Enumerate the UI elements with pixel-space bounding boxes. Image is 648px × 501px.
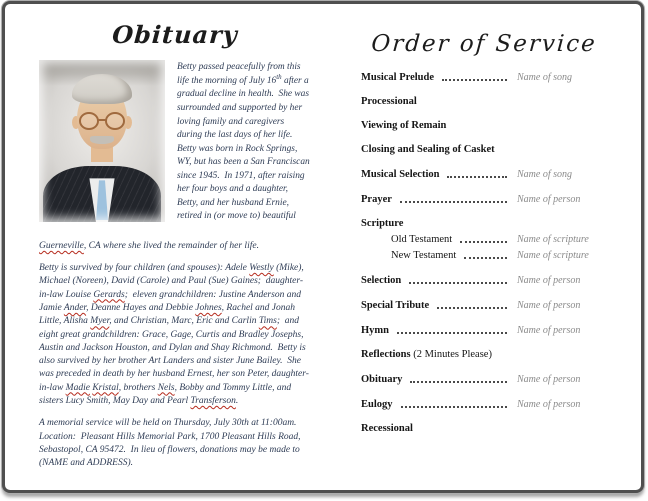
text-segment: Betty is survived by four children (and spouses): Adele <box>39 263 250 274</box>
dotted-leader <box>400 193 507 203</box>
dotted-leader <box>401 398 507 408</box>
order-item-row <box>361 423 607 434</box>
portrait-neck <box>91 144 113 162</box>
order-item-value: Name of song <box>517 72 572 84</box>
order-item-row <box>361 218 607 229</box>
obituary-intro-paragraph <box>177 60 311 223</box>
glasses-bridge <box>98 119 106 121</box>
text-segment: , Bobby and Tommy Little, and sisters Lucy Smith, May Day and Pearl <box>39 382 294 407</box>
order-item-note: (2 Minutes Please) <box>410 349 492 361</box>
order-item-row <box>361 193 607 205</box>
misspelled-word: Nels <box>157 382 175 393</box>
portrait-hair <box>72 74 132 104</box>
dotted-leader <box>464 249 507 259</box>
dotted-leader <box>460 233 507 243</box>
text-segment: , CA where she lived the remainder of her life. <box>83 240 259 251</box>
order-item-label: Special Tribute <box>361 300 430 312</box>
portrait-tie <box>96 180 108 220</box>
order-item-value: Name of person <box>517 374 581 386</box>
order-item-row <box>361 71 607 83</box>
portrait-suit <box>43 166 161 222</box>
order-item-label: Musical Prelude <box>361 72 435 84</box>
text-segment: , Deanne Hayes and Debbie <box>86 302 196 313</box>
order-item-row <box>361 274 607 286</box>
order-item-row <box>361 398 607 410</box>
text-segment: ; eleven grandchildren: Justine Anderson and Jamie <box>39 289 304 313</box>
portrait-face <box>77 85 127 149</box>
order-item-row <box>361 96 607 107</box>
obituary-service-info-paragraph <box>39 417 311 470</box>
text-segment: . <box>235 396 239 407</box>
obituary-page <box>5 4 329 490</box>
order-item-value: Name of person <box>517 300 581 312</box>
portrait-shirt <box>87 178 117 222</box>
order-item-row <box>361 349 607 360</box>
obituary-continuation-line <box>39 240 311 253</box>
misspelled-word: Gerards <box>93 289 125 300</box>
order-item-label: Processional <box>361 96 417 108</box>
text-segment: A memorial service will be held on Thursday, July 30th at 11:00am. Location: Pleasant Hills Memorial Park, 1700 Pleasant Hills Road, Sebastopol, CA 95472. In lieu of flowers, donations may be made to (NAME and ADDRESS). <box>39 418 303 469</box>
dotted-leader <box>442 71 507 81</box>
order-item-label: Eulogy <box>361 399 393 411</box>
order-item-label: Closing and Sealing of Casket <box>361 144 495 156</box>
order-item-row <box>361 144 607 155</box>
portrait-mustache <box>90 136 114 144</box>
order-item-row <box>361 168 607 180</box>
order-item-value: Name of scripture <box>517 234 589 246</box>
order-item-value: Name of person <box>517 325 581 337</box>
portrait-ear-left <box>72 116 80 129</box>
order-item-label: Prayer <box>361 194 392 206</box>
photo-and-intro-row <box>39 60 311 232</box>
order-item-label: New Testament <box>391 250 457 262</box>
order-item-row <box>361 373 607 385</box>
dotted-leader <box>409 274 507 284</box>
text-segment: ; and eight great grandchildren: Grace, Gage, Curtis and Bradley Josephs, Austin and Jackson Houston, and Dylan and Shay Richmond. Betty is also survived by her brother Art Landers and sister June Bailey. She was preceded in death by her husband Ernest, her son Peter, daughter-in-law <box>39 316 309 393</box>
text-segment: (Mike), Michael (Noreen), David (Carole) and Paul (Sue) Gaines; daughter-in-law Louise <box>39 263 307 300</box>
dotted-leader <box>437 299 507 309</box>
misspelled-word: Guerneville <box>39 240 84 251</box>
order-item-value: Name of song <box>517 169 572 181</box>
order-item-label: Recessional <box>361 423 413 435</box>
order-item-label: Reflections <box>361 349 411 361</box>
misspelled-word: Madie <box>65 382 90 393</box>
glasses-left-lens <box>79 112 99 130</box>
misspelled-word: Ander <box>63 302 87 313</box>
text-segment: , brothers <box>118 382 158 393</box>
obituary-title: Obituary <box>111 20 239 49</box>
text-segment: after a gradual decline in health. She was surrounded and supported by her loving family and caregivers during the last days of her life. Betty was born in Rock Springs, WY, but has been a San Franciscan since 1945. In 1971, after raising her four boys and a daughter, Betty, and her husband Ernie, retired in (or move to) beautiful <box>177 75 313 222</box>
order-item-label: Hymn <box>361 325 390 337</box>
order-item-row <box>361 299 607 311</box>
order-item-label: Scripture <box>361 218 404 230</box>
misspelled-word: Transferson <box>190 396 236 407</box>
order-item-label: Musical Selection <box>361 169 440 181</box>
order-of-service-page <box>329 4 641 490</box>
order-item-row <box>361 324 607 336</box>
misspelled-word: Kristal <box>92 382 119 393</box>
order-item-label: Viewing of Remain <box>361 120 447 132</box>
misspelled-word: Tims <box>258 316 277 327</box>
text-segment: , Rachel and Jonah Little, Alisha <box>39 302 298 327</box>
glasses-right-lens <box>105 112 125 130</box>
order-item-label: Obituary <box>361 374 403 386</box>
obituary-survivors-paragraph <box>39 262 311 408</box>
text-segment: Betty passed peacefully from this life the morning of July 16 <box>177 62 303 86</box>
dotted-leader <box>410 373 507 383</box>
order-item-value: Name of person <box>517 194 581 206</box>
portrait-ear-right <box>124 116 132 129</box>
text-segment: , and Christian, Marc, Eric and Carlin <box>109 316 259 327</box>
order-item-row <box>361 249 607 261</box>
order-of-service-title: Order of Service <box>370 31 598 57</box>
dotted-leader <box>397 324 507 334</box>
order-item-row <box>361 233 607 245</box>
misspelled-word: Myer <box>90 316 110 327</box>
portrait-photo <box>39 60 165 222</box>
dotted-leader <box>447 168 507 178</box>
order-item-value: Name of person <box>517 399 581 411</box>
order-item-label: Old Testament <box>391 234 453 246</box>
order-of-service-list <box>361 71 607 434</box>
misspelled-word: Westly <box>249 263 274 274</box>
order-item-value: Name of scripture <box>517 250 589 262</box>
paper-sheet <box>2 1 644 493</box>
order-item-value: Name of person <box>517 275 581 287</box>
order-item-label: Selection <box>361 275 402 287</box>
order-item-row <box>361 120 607 131</box>
misspelled-word: Johnes <box>195 302 222 313</box>
text-segment: th <box>276 72 282 81</box>
